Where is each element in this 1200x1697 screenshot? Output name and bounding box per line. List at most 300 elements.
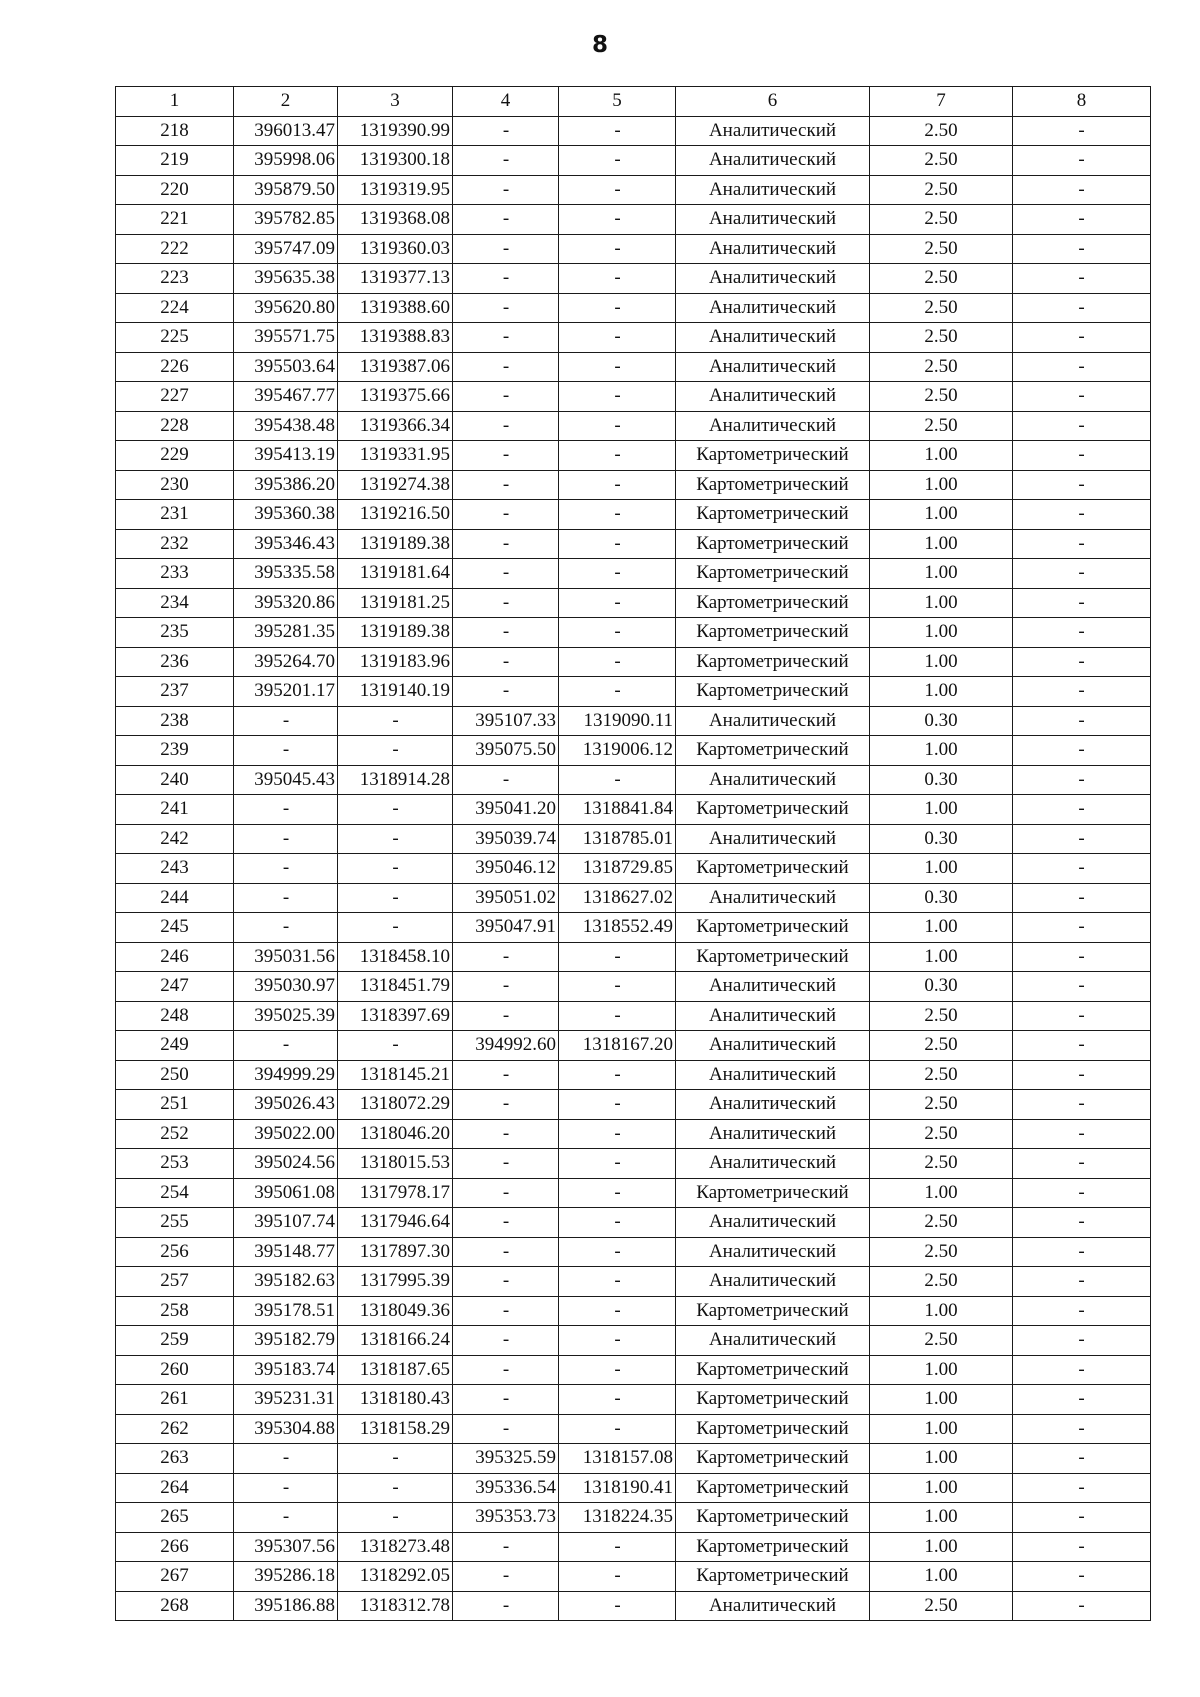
cell-method: Аналитический <box>676 411 870 441</box>
cell-point-number: 265 <box>116 1503 234 1533</box>
cell-y-coordinate: - <box>338 706 453 736</box>
cell-x-coordinate-alt: - <box>453 352 559 382</box>
cell-x-coordinate-alt: 395046.12 <box>453 854 559 884</box>
cell-y-coordinate: 1319274.38 <box>338 470 453 500</box>
table-row <box>116 1208 1151 1238</box>
cell-method: Картометрический <box>676 677 870 707</box>
cell-y-coordinate-alt: - <box>559 500 676 530</box>
cell-method: Картометрический <box>676 795 870 825</box>
cell-accuracy: 1.00 <box>870 529 1013 559</box>
cell-accuracy: 1.00 <box>870 677 1013 707</box>
table-row <box>116 382 1151 412</box>
cell-accuracy: 0.30 <box>870 883 1013 913</box>
cell-y-coordinate-alt: - <box>559 1267 676 1297</box>
cell-x-coordinate: 394999.29 <box>234 1060 338 1090</box>
cell-method: Картометрический <box>676 913 870 943</box>
cell-y-coordinate: - <box>338 1503 453 1533</box>
cell-y-coordinate-alt: - <box>559 1119 676 1149</box>
cell-accuracy: 2.50 <box>870 1326 1013 1356</box>
cell-method: Аналитический <box>676 352 870 382</box>
cell-accuracy: 1.00 <box>870 1178 1013 1208</box>
cell-x-coordinate: 395031.56 <box>234 942 338 972</box>
cell-x-coordinate: 395571.75 <box>234 323 338 353</box>
cell-note: - <box>1013 382 1151 412</box>
cell-y-coordinate: 1318397.69 <box>338 1001 453 1031</box>
cell-y-coordinate-alt: - <box>559 1296 676 1326</box>
cell-accuracy: 2.50 <box>870 116 1013 146</box>
cell-method: Аналитический <box>676 264 870 294</box>
cell-note: - <box>1013 441 1151 471</box>
cell-x-coordinate-alt: - <box>453 1562 559 1592</box>
cell-note: - <box>1013 1178 1151 1208</box>
table-row <box>116 913 1151 943</box>
cell-x-coordinate: 395747.09 <box>234 234 338 264</box>
cell-y-coordinate-alt: - <box>559 1562 676 1592</box>
cell-point-number: 268 <box>116 1591 234 1621</box>
cell-note: - <box>1013 1031 1151 1061</box>
cell-method: Картометрический <box>676 1178 870 1208</box>
cell-method: Аналитический <box>676 883 870 913</box>
cell-y-coordinate-alt: - <box>559 1385 676 1415</box>
cell-point-number: 224 <box>116 293 234 323</box>
cell-point-number: 231 <box>116 500 234 530</box>
cell-x-coordinate-alt: - <box>453 1355 559 1385</box>
cell-accuracy: 2.50 <box>870 205 1013 235</box>
cell-x-coordinate: 395025.39 <box>234 1001 338 1031</box>
cell-x-coordinate-alt: 395336.54 <box>453 1473 559 1503</box>
cell-x-coordinate-alt: - <box>453 1326 559 1356</box>
cell-note: - <box>1013 234 1151 264</box>
cell-y-coordinate-alt: 1319006.12 <box>559 736 676 766</box>
column-header-4: 4 <box>453 87 559 117</box>
table-row <box>116 972 1151 1002</box>
cell-note: - <box>1013 913 1151 943</box>
cell-x-coordinate: 395045.43 <box>234 765 338 795</box>
cell-accuracy: 0.30 <box>870 765 1013 795</box>
table-row <box>116 175 1151 205</box>
cell-y-coordinate: 1317897.30 <box>338 1237 453 1267</box>
cell-note: - <box>1013 323 1151 353</box>
cell-method: Картометрический <box>676 618 870 648</box>
cell-y-coordinate: 1319360.03 <box>338 234 453 264</box>
cell-point-number: 236 <box>116 647 234 677</box>
cell-accuracy: 1.00 <box>870 1296 1013 1326</box>
table-row <box>116 264 1151 294</box>
cell-method: Аналитический <box>676 1001 870 1031</box>
cell-point-number: 258 <box>116 1296 234 1326</box>
cell-x-coordinate: 395182.63 <box>234 1267 338 1297</box>
cell-x-coordinate-alt: - <box>453 470 559 500</box>
cell-x-coordinate-alt: - <box>453 618 559 648</box>
cell-x-coordinate-alt: - <box>453 1001 559 1031</box>
cell-y-coordinate: 1319216.50 <box>338 500 453 530</box>
cell-point-number: 256 <box>116 1237 234 1267</box>
cell-method: Картометрический <box>676 854 870 884</box>
table-row <box>116 293 1151 323</box>
table-row <box>116 529 1151 559</box>
cell-y-coordinate: - <box>338 824 453 854</box>
cell-accuracy: 1.00 <box>870 795 1013 825</box>
cell-accuracy: 1.00 <box>870 441 1013 471</box>
cell-point-number: 223 <box>116 264 234 294</box>
cell-point-number: 239 <box>116 736 234 766</box>
cell-method: Аналитический <box>676 1267 870 1297</box>
cell-accuracy: 1.00 <box>870 1503 1013 1533</box>
table-row <box>116 942 1151 972</box>
cell-accuracy: 2.50 <box>870 1001 1013 1031</box>
table-row <box>116 234 1151 264</box>
cell-x-coordinate-alt: - <box>453 677 559 707</box>
cell-x-coordinate-alt: 394992.60 <box>453 1031 559 1061</box>
cell-method: Картометрический <box>676 1414 870 1444</box>
cell-y-coordinate-alt: - <box>559 1178 676 1208</box>
cell-point-number: 219 <box>116 146 234 176</box>
cell-note: - <box>1013 116 1151 146</box>
table-row <box>116 1296 1151 1326</box>
cell-method: Аналитический <box>676 116 870 146</box>
cell-x-coordinate: 395061.08 <box>234 1178 338 1208</box>
cell-note: - <box>1013 500 1151 530</box>
cell-method: Аналитический <box>676 293 870 323</box>
cell-x-coordinate: 395503.64 <box>234 352 338 382</box>
cell-x-coordinate-alt: - <box>453 411 559 441</box>
cell-note: - <box>1013 1473 1151 1503</box>
cell-note: - <box>1013 1355 1151 1385</box>
cell-method: Картометрический <box>676 1385 870 1415</box>
cell-x-coordinate: - <box>234 824 338 854</box>
cell-x-coordinate: 395026.43 <box>234 1090 338 1120</box>
cell-note: - <box>1013 618 1151 648</box>
cell-y-coordinate-alt: - <box>559 942 676 972</box>
table-row <box>116 500 1151 530</box>
cell-y-coordinate-alt: - <box>559 1237 676 1267</box>
cell-x-coordinate: 395264.70 <box>234 647 338 677</box>
cell-y-coordinate-alt: - <box>559 264 676 294</box>
cell-x-coordinate: 395231.31 <box>234 1385 338 1415</box>
cell-y-coordinate-alt: - <box>559 382 676 412</box>
cell-note: - <box>1013 1149 1151 1179</box>
cell-x-coordinate-alt: 395075.50 <box>453 736 559 766</box>
cell-point-number: 245 <box>116 913 234 943</box>
cell-accuracy: 2.50 <box>870 264 1013 294</box>
cell-note: - <box>1013 1562 1151 1592</box>
cell-y-coordinate: 1317946.64 <box>338 1208 453 1238</box>
cell-accuracy: 2.50 <box>870 1031 1013 1061</box>
table-row <box>116 1444 1151 1474</box>
table-row <box>116 1326 1151 1356</box>
table-row <box>116 588 1151 618</box>
table-row <box>116 1060 1151 1090</box>
cell-method: Аналитический <box>676 1060 870 1090</box>
cell-note: - <box>1013 293 1151 323</box>
cell-x-coordinate-alt: - <box>453 205 559 235</box>
cell-y-coordinate-alt: - <box>559 677 676 707</box>
cell-y-coordinate: 1319368.08 <box>338 205 453 235</box>
cell-point-number: 247 <box>116 972 234 1002</box>
cell-accuracy: 2.50 <box>870 146 1013 176</box>
cell-x-coordinate: 395998.06 <box>234 146 338 176</box>
cell-note: - <box>1013 1326 1151 1356</box>
cell-y-coordinate-alt: - <box>559 1591 676 1621</box>
table-row <box>116 205 1151 235</box>
cell-x-coordinate-alt: - <box>453 234 559 264</box>
table-row <box>116 1562 1151 1592</box>
cell-x-coordinate-alt: - <box>453 1208 559 1238</box>
cell-x-coordinate-alt: - <box>453 264 559 294</box>
cell-x-coordinate: 395635.38 <box>234 264 338 294</box>
cell-x-coordinate: 395360.38 <box>234 500 338 530</box>
cell-point-number: 218 <box>116 116 234 146</box>
cell-y-coordinate-alt: - <box>559 146 676 176</box>
cell-point-number: 233 <box>116 559 234 589</box>
cell-point-number: 237 <box>116 677 234 707</box>
table-row <box>116 736 1151 766</box>
cell-point-number: 249 <box>116 1031 234 1061</box>
cell-y-coordinate: 1317978.17 <box>338 1178 453 1208</box>
cell-y-coordinate: - <box>338 795 453 825</box>
cell-y-coordinate: 1318451.79 <box>338 972 453 1002</box>
cell-y-coordinate-alt: - <box>559 1060 676 1090</box>
cell-point-number: 262 <box>116 1414 234 1444</box>
column-header-8: 8 <box>1013 87 1151 117</box>
cell-x-coordinate-alt: - <box>453 765 559 795</box>
cell-accuracy: 2.50 <box>870 323 1013 353</box>
table-row <box>116 352 1151 382</box>
cell-y-coordinate-alt: - <box>559 588 676 618</box>
cell-y-coordinate: 1319319.95 <box>338 175 453 205</box>
cell-method: Аналитический <box>676 1326 870 1356</box>
cell-note: - <box>1013 1503 1151 1533</box>
cell-accuracy: 2.50 <box>870 1267 1013 1297</box>
table-row <box>116 1149 1151 1179</box>
cell-y-coordinate-alt: - <box>559 116 676 146</box>
cell-x-coordinate: 395183.74 <box>234 1355 338 1385</box>
cell-accuracy: 1.00 <box>870 1385 1013 1415</box>
cell-point-number: 260 <box>116 1355 234 1385</box>
cell-method: Картометрический <box>676 1562 870 1592</box>
table-header <box>116 87 1151 117</box>
cell-method: Картометрический <box>676 559 870 589</box>
cell-y-coordinate-alt: - <box>559 293 676 323</box>
cell-y-coordinate-alt: - <box>559 441 676 471</box>
cell-accuracy: 1.00 <box>870 559 1013 589</box>
cell-y-coordinate-alt: - <box>559 175 676 205</box>
cell-note: - <box>1013 1208 1151 1238</box>
cell-y-coordinate: 1318158.29 <box>338 1414 453 1444</box>
cell-point-number: 221 <box>116 205 234 235</box>
cell-point-number: 255 <box>116 1208 234 1238</box>
cell-method: Аналитический <box>676 824 870 854</box>
cell-x-coordinate: 395320.86 <box>234 588 338 618</box>
cell-note: - <box>1013 883 1151 913</box>
cell-y-coordinate-alt: - <box>559 1414 676 1444</box>
cell-y-coordinate: 1319300.18 <box>338 146 453 176</box>
cell-method: Аналитический <box>676 382 870 412</box>
cell-y-coordinate-alt: 1319090.11 <box>559 706 676 736</box>
table-row <box>116 116 1151 146</box>
cell-y-coordinate-alt: - <box>559 1208 676 1238</box>
cell-accuracy: 2.50 <box>870 411 1013 441</box>
cell-note: - <box>1013 470 1151 500</box>
cell-x-coordinate-alt: - <box>453 1060 559 1090</box>
table-row <box>116 1031 1151 1061</box>
cell-x-coordinate: 395022.00 <box>234 1119 338 1149</box>
cell-note: - <box>1013 264 1151 294</box>
cell-y-coordinate-alt: - <box>559 559 676 589</box>
cell-y-coordinate: - <box>338 736 453 766</box>
cell-note: - <box>1013 352 1151 382</box>
table-row <box>116 706 1151 736</box>
table-row <box>116 1532 1151 1562</box>
cell-y-coordinate: 1319189.38 <box>338 618 453 648</box>
table-row <box>116 1001 1151 1031</box>
cell-method: Картометрический <box>676 470 870 500</box>
table-row <box>116 1503 1151 1533</box>
cell-y-coordinate-alt: - <box>559 618 676 648</box>
cell-accuracy: 2.50 <box>870 293 1013 323</box>
cell-x-coordinate-alt: - <box>453 647 559 677</box>
cell-method: Аналитический <box>676 765 870 795</box>
cell-accuracy: 2.50 <box>870 1090 1013 1120</box>
cell-x-coordinate: 395307.56 <box>234 1532 338 1562</box>
cell-point-number: 220 <box>116 175 234 205</box>
cell-point-number: 264 <box>116 1473 234 1503</box>
cell-y-coordinate: 1318015.53 <box>338 1149 453 1179</box>
cell-accuracy: 1.00 <box>870 618 1013 648</box>
column-header-6: 6 <box>676 87 870 117</box>
table-row <box>116 1119 1151 1149</box>
cell-x-coordinate-alt: - <box>453 1532 559 1562</box>
table-row <box>116 677 1151 707</box>
cell-note: - <box>1013 559 1151 589</box>
cell-x-coordinate: 395386.20 <box>234 470 338 500</box>
cell-method: Аналитический <box>676 323 870 353</box>
cell-y-coordinate: 1318049.36 <box>338 1296 453 1326</box>
cell-x-coordinate: 395879.50 <box>234 175 338 205</box>
cell-note: - <box>1013 588 1151 618</box>
cell-method: Аналитический <box>676 1119 870 1149</box>
cell-x-coordinate-alt: - <box>453 588 559 618</box>
cell-method: Картометрический <box>676 1532 870 1562</box>
cell-x-coordinate: - <box>234 1503 338 1533</box>
cell-y-coordinate-alt: 1318157.08 <box>559 1444 676 1474</box>
cell-x-coordinate: - <box>234 854 338 884</box>
table-body <box>116 116 1151 1621</box>
cell-point-number: 252 <box>116 1119 234 1149</box>
cell-method: Аналитический <box>676 706 870 736</box>
cell-accuracy: 1.00 <box>870 647 1013 677</box>
cell-y-coordinate-alt: 1318190.41 <box>559 1473 676 1503</box>
cell-accuracy: 1.00 <box>870 1355 1013 1385</box>
cell-point-number: 243 <box>116 854 234 884</box>
cell-accuracy: 1.00 <box>870 1473 1013 1503</box>
cell-y-coordinate: 1317995.39 <box>338 1267 453 1297</box>
cell-method: Аналитический <box>676 175 870 205</box>
cell-x-coordinate: - <box>234 1031 338 1061</box>
cell-method: Аналитический <box>676 1031 870 1061</box>
cell-x-coordinate-alt: - <box>453 116 559 146</box>
cell-point-number: 240 <box>116 765 234 795</box>
cell-method: Аналитический <box>676 205 870 235</box>
cell-point-number: 238 <box>116 706 234 736</box>
cell-point-number: 267 <box>116 1562 234 1592</box>
cell-accuracy: 1.00 <box>870 588 1013 618</box>
cell-accuracy: 2.50 <box>870 175 1013 205</box>
column-header-2: 2 <box>234 87 338 117</box>
cell-note: - <box>1013 146 1151 176</box>
table-row <box>116 795 1151 825</box>
cell-x-coordinate-alt: - <box>453 1296 559 1326</box>
cell-y-coordinate-alt: - <box>559 1090 676 1120</box>
table-row <box>116 559 1151 589</box>
cell-note: - <box>1013 972 1151 1002</box>
cell-point-number: 227 <box>116 382 234 412</box>
cell-x-coordinate: 395178.51 <box>234 1296 338 1326</box>
cell-y-coordinate: 1318072.29 <box>338 1090 453 1120</box>
cell-note: - <box>1013 1001 1151 1031</box>
cell-method: Аналитический <box>676 234 870 264</box>
table-row <box>116 1385 1151 1415</box>
cell-y-coordinate: 1319189.38 <box>338 529 453 559</box>
table-row <box>116 1473 1151 1503</box>
cell-x-coordinate-alt: - <box>453 1178 559 1208</box>
cell-x-coordinate: 395620.80 <box>234 293 338 323</box>
cell-x-coordinate: 395148.77 <box>234 1237 338 1267</box>
table-row <box>116 1355 1151 1385</box>
cell-y-coordinate: - <box>338 1473 453 1503</box>
cell-accuracy: 2.50 <box>870 352 1013 382</box>
cell-note: - <box>1013 1267 1151 1297</box>
cell-note: - <box>1013 677 1151 707</box>
coordinates-table <box>115 86 1151 1621</box>
cell-point-number: 229 <box>116 441 234 471</box>
cell-x-coordinate-alt: 395107.33 <box>453 706 559 736</box>
cell-point-number: 253 <box>116 1149 234 1179</box>
column-header-3: 3 <box>338 87 453 117</box>
cell-point-number: 259 <box>116 1326 234 1356</box>
cell-y-coordinate-alt: - <box>559 323 676 353</box>
cell-x-coordinate: - <box>234 795 338 825</box>
cell-accuracy: 1.00 <box>870 500 1013 530</box>
cell-x-coordinate-alt: - <box>453 323 559 353</box>
cell-point-number: 248 <box>116 1001 234 1031</box>
cell-point-number: 254 <box>116 1178 234 1208</box>
cell-y-coordinate-alt: 1318552.49 <box>559 913 676 943</box>
cell-note: - <box>1013 1090 1151 1120</box>
table-row <box>116 765 1151 795</box>
column-header-5: 5 <box>559 87 676 117</box>
cell-point-number: 226 <box>116 352 234 382</box>
cell-x-coordinate-alt: - <box>453 1237 559 1267</box>
cell-y-coordinate-alt: - <box>559 1326 676 1356</box>
table-row <box>116 441 1151 471</box>
cell-y-coordinate: 1318312.78 <box>338 1591 453 1621</box>
table-row <box>116 1237 1151 1267</box>
cell-note: - <box>1013 765 1151 795</box>
cell-x-coordinate: 395107.74 <box>234 1208 338 1238</box>
cell-accuracy: 2.50 <box>870 1149 1013 1179</box>
cell-point-number: 250 <box>116 1060 234 1090</box>
cell-method: Картометрический <box>676 1473 870 1503</box>
cell-accuracy: 2.50 <box>870 1591 1013 1621</box>
column-header-7: 7 <box>870 87 1013 117</box>
cell-point-number: 228 <box>116 411 234 441</box>
cell-method: Картометрический <box>676 529 870 559</box>
cell-method: Картометрический <box>676 942 870 972</box>
table-row <box>116 1414 1151 1444</box>
cell-x-coordinate-alt: - <box>453 972 559 1002</box>
table-row <box>116 618 1151 648</box>
